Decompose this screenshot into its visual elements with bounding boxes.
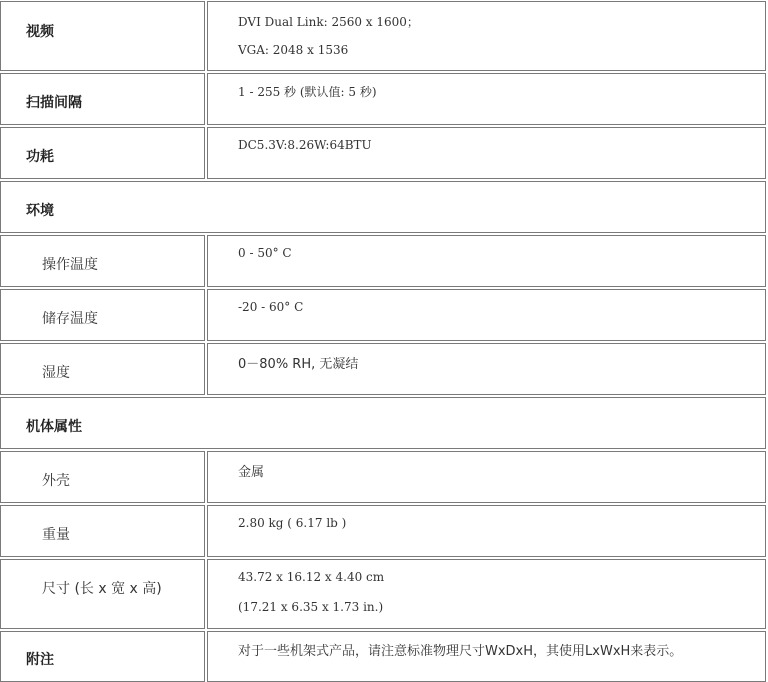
spec-value: -20 - 60° C bbox=[238, 300, 304, 314]
spec-label-cell bbox=[0, 289, 205, 341]
spec-value: 金属 bbox=[238, 465, 265, 480]
spec-value: VGA: 2048 x 1536 bbox=[238, 43, 349, 57]
spec-row-power bbox=[0, 127, 766, 179]
section-cell bbox=[0, 181, 766, 233]
spec-label: 附注 bbox=[26, 652, 54, 668]
spec-row-housing bbox=[0, 451, 766, 503]
spec-label-cell bbox=[0, 235, 205, 287]
section-title: 机体属性 bbox=[26, 419, 82, 435]
spec-row-note bbox=[0, 631, 766, 682]
spec-value-cell bbox=[207, 631, 766, 682]
spec-value: 对于一些机架式产品，请注意标准物理尺寸WxDxH，其使用LxWxH来表示。 bbox=[238, 644, 683, 659]
spec-row-dimensions bbox=[0, 559, 766, 629]
section-title: 环境 bbox=[26, 203, 54, 219]
spec-row-operating-temp bbox=[0, 235, 766, 287]
spec-value-cell bbox=[207, 235, 766, 287]
spec-label-cell bbox=[0, 559, 205, 629]
spec-value: 0－80% RH, 无凝结 bbox=[238, 357, 359, 372]
spec-label: 外壳 bbox=[42, 473, 70, 489]
spec-row-storage-temp bbox=[0, 289, 766, 341]
spec-label: 操作温度 bbox=[42, 257, 98, 273]
spec-value-cell bbox=[207, 73, 766, 125]
spec-label-cell bbox=[0, 631, 205, 682]
spec-label-cell bbox=[0, 1, 205, 71]
spec-value: 1 - 255 秒 (默认值: 5 秒) bbox=[238, 85, 377, 99]
section-physical-properties bbox=[0, 397, 766, 449]
spec-value-cell bbox=[207, 343, 766, 395]
spec-value-cell bbox=[207, 505, 766, 557]
spec-value: (17.21 x 6.35 x 1.73 in.) bbox=[238, 600, 384, 614]
spec-label: 视频 bbox=[26, 24, 54, 40]
spec-value-cell bbox=[207, 559, 766, 629]
spec-value: 0 - 50° C bbox=[238, 246, 292, 260]
spec-row-scan-interval bbox=[0, 73, 766, 125]
spec-value: DC5.3V:8.26W:64BTU bbox=[238, 138, 372, 152]
spec-value: 43.72 x 16.12 x 4.40 cm bbox=[238, 570, 385, 584]
spec-value-cell bbox=[207, 1, 766, 71]
spec-label-cell bbox=[0, 127, 205, 179]
spec-label-cell bbox=[0, 343, 205, 395]
spec-value-cell bbox=[207, 451, 766, 503]
spec-row-weight bbox=[0, 505, 766, 557]
spec-label-cell bbox=[0, 73, 205, 125]
spec-label: 重量 bbox=[42, 527, 70, 543]
spec-label: 尺寸 (长 x 宽 x 高) bbox=[42, 581, 162, 597]
section-environment bbox=[0, 181, 766, 233]
spec-row-humidity bbox=[0, 343, 766, 395]
spec-value-cell bbox=[207, 289, 766, 341]
spec-label: 储存温度 bbox=[42, 311, 98, 327]
spec-label: 功耗 bbox=[26, 149, 54, 165]
spec-row-video bbox=[0, 1, 766, 71]
spec-label-cell bbox=[0, 451, 205, 503]
spec-value: DVI Dual Link: 2560 x 1600； bbox=[238, 15, 419, 29]
spec-label-cell bbox=[0, 505, 205, 557]
spec-value: 2.80 kg ( 6.17 lb ) bbox=[238, 516, 347, 530]
spec-label: 扫描间隔 bbox=[26, 95, 82, 111]
spec-label: 湿度 bbox=[42, 365, 70, 381]
section-cell bbox=[0, 397, 766, 449]
spec-value-cell bbox=[207, 127, 766, 179]
